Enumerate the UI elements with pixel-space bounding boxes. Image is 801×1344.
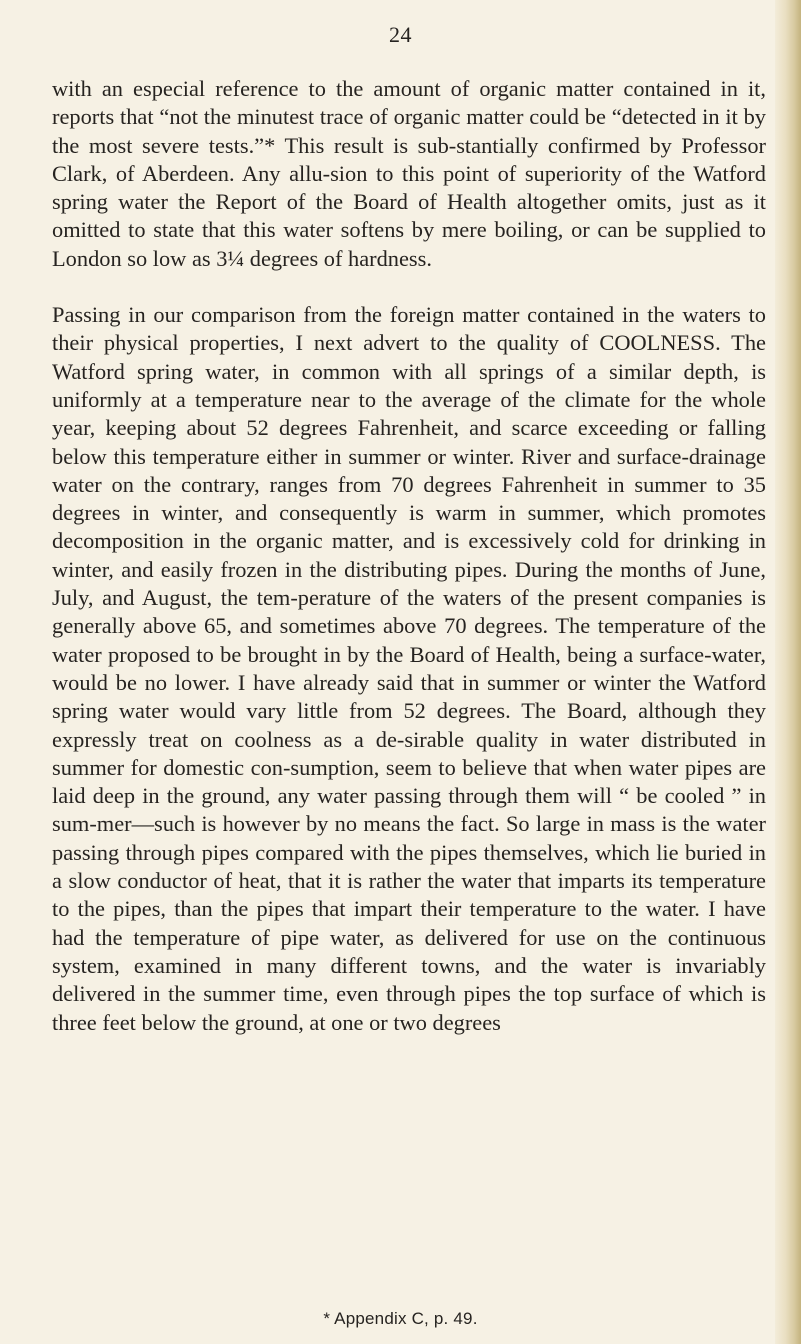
page-number: 24 (389, 22, 412, 47)
footnote: * Appendix C, p. 49. (323, 1309, 478, 1328)
paragraph: with an especial reference to the amount of organic matter contained in it, reports that “not the minutest trace of organic matter could be “detected in it by the most severe tests.”* This result is sub-stantially confirmed by Professor Clark, of Aberdeen. Any allu-sion to this point of superiority of the Watford spring water the Report of the Board of Health altogether omits, just as it omitted to state that this water softens by mere boiling, or can be supplied to London so low as 3¼ degrees of hardness. (52, 76, 766, 271)
page-edge-shadow (775, 0, 801, 1344)
body-text (52, 75, 766, 1037)
paragraph: Passing in our comparison from the foreign matter contained in the waters to their physical properties, I next advert to the quality of COOLNESS. The Watford spring water, in common with all springs of a similar depth, is uniformly at a temperature near to the average of the climate for the whole year, keeping about 52 degrees Fahrenheit, and scarce exceeding or falling below this temperature either in summer or winter. River and surface-drainage water on the contrary, ranges from 70 degrees Fahrenheit in summer to 35 degrees in winter, and consequently is warm in summer, which promotes decomposition in the organic matter, and is excessively cold for drinking in winter, and easily frozen in the distributing pipes. During the months of June, July, and August, the tem-perature of the waters of the present companies is generally above 65, and sometimes above 70 degrees. The temperature of the water proposed to be brought in by the Board of Health, being a surface-water, would be no lower. I have already said that in summer or winter the Watford spring water would vary little from 52 degrees. The Board, although they expressly treat on coolness as a de-sirable quality in water distributed in summer for domestic con-sumption, seem to believe that when water pipes are laid deep in the ground, any water passing through them will “ be cooled ” in sum-mer—such is however by no means the fact. So large in mass is the water passing through pipes compared with the pipes themselves, which lie buried in a slow conductor of heat, that it is rather the water that imparts its temperature to the pipes, than the pipes that impart their temperature to the water. I have had the temperature of pipe water, as delivered for use on the continuous system, examined in many different towns, and the water is invariably delivered in the summer time, even through pipes the top surface of which is three feet below the ground, at one or two degrees (52, 302, 766, 1035)
